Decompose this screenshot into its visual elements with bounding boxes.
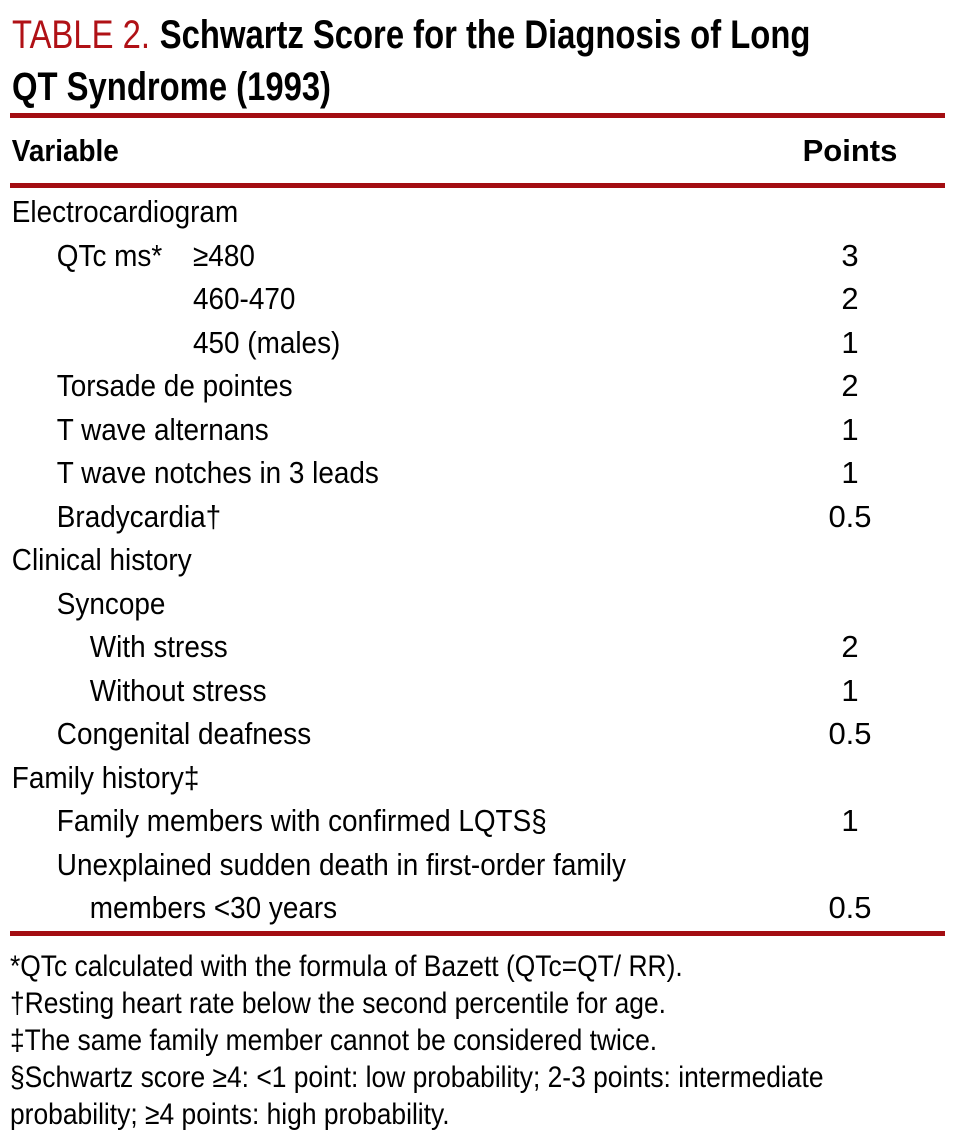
table-row [10, 364, 945, 408]
table-row [10, 277, 945, 321]
table-row [10, 582, 945, 626]
table-row [10, 886, 945, 930]
table-row [10, 669, 945, 713]
table-row [10, 408, 945, 452]
row-variable: Clinical history [11, 542, 192, 577]
row-variable: Electrocardiogram [11, 194, 239, 229]
row-points: 2 [841, 629, 859, 664]
table-number-label: TABLE 2. [12, 13, 150, 57]
row-points: 1 [841, 455, 859, 490]
row-variable: Congenital deafness [56, 716, 312, 751]
table-row [10, 538, 945, 582]
row-points: 2 [841, 368, 859, 403]
footnote: †Resting heart rate below the second percentile for age. [10, 986, 667, 1020]
footnote: ‡The same family member cannot be considered twice. [10, 1023, 658, 1057]
table-row [10, 234, 945, 278]
row-variable: members <30 years [89, 890, 338, 925]
row-variable: Without stress [89, 672, 267, 708]
row-variable: T wave alternans [56, 411, 269, 447]
row-variable-subvalue: 460-470 [193, 281, 296, 316]
footnotes [10, 948, 945, 1133]
row-variable-subvalue: ≥480 [193, 237, 255, 273]
table-row [10, 843, 945, 887]
table-row [10, 756, 945, 800]
table-title-line1 [12, 9, 811, 61]
row-points: 1 [841, 803, 859, 838]
row-points: 1 [841, 672, 859, 708]
bottom-rule [10, 931, 945, 936]
row-variable: Bradycardia† [56, 498, 222, 534]
row-variable: Family members with confirmed LQTS§ [56, 803, 547, 838]
row-variable-subvalue: 450 (males) [193, 324, 341, 360]
row-points: 2 [841, 281, 859, 316]
row-points: 1 [841, 411, 859, 447]
table-title-line2: QT Syndrome (1993) [12, 65, 331, 109]
row-points: 3 [841, 237, 859, 273]
row-variable: With stress [89, 629, 228, 664]
row-variable: Torsade de pointes [56, 368, 293, 403]
column-header-points: Points [802, 132, 898, 168]
table-row [10, 495, 945, 539]
row-variable: QTc ms* [56, 237, 163, 273]
footnote: §Schwartz score ≥4: <1 point: low probability; 2-3 points: intermediate probability; ≥4 points: high probability. [10, 1060, 824, 1131]
row-points: 0.5 [828, 716, 872, 751]
table-row [10, 321, 945, 365]
row-variable: Family history‡ [11, 759, 200, 795]
row-variable: Syncope [56, 585, 166, 621]
footnote: *QTc calculated with the formula of Bazett (QTc=QT/ RR). [10, 949, 683, 983]
table-header-row [10, 118, 945, 183]
table-body [10, 188, 945, 931]
table-title [10, 0, 945, 113]
row-points: 0.5 [828, 890, 872, 925]
table-row [10, 799, 945, 843]
row-variable: Unexplained sudden death in first-order family [56, 846, 626, 882]
table-row [10, 712, 945, 756]
row-points: 0.5 [828, 498, 872, 534]
row-variable: T wave notches in 3 leads [56, 455, 379, 490]
table-row [10, 190, 945, 234]
column-header-variable: Variable [11, 132, 119, 168]
table-title-text: Schwartz Score for the Diagnosis of Long [159, 13, 811, 57]
row-points: 1 [841, 324, 859, 360]
table-row [10, 625, 945, 669]
table-row [10, 451, 945, 495]
